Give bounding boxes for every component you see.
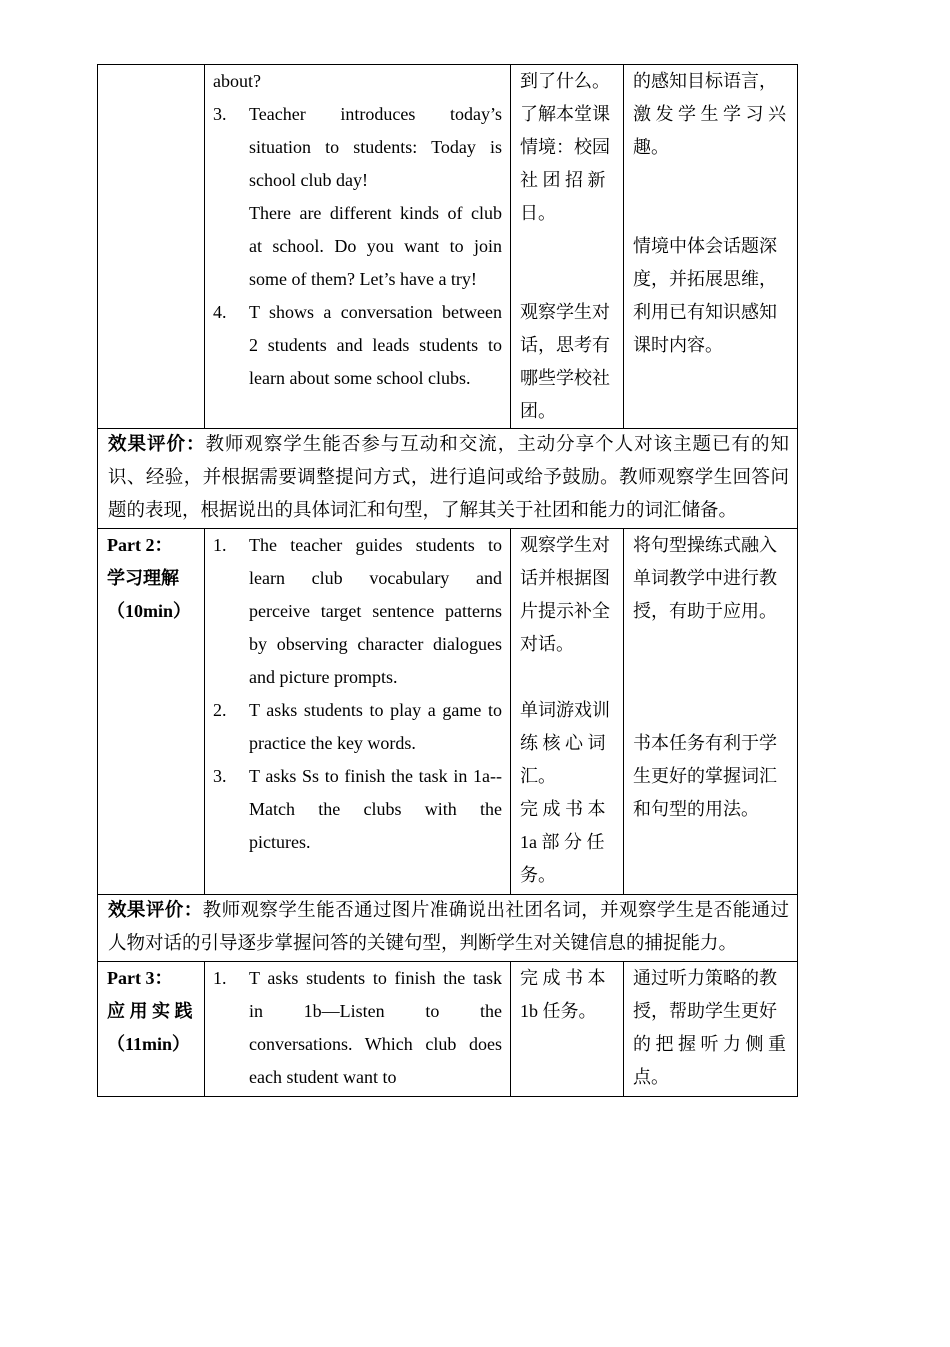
text-line: 汇。 — [520, 766, 556, 786]
evaluation-row-1 — [98, 429, 798, 529]
text-line — [520, 661, 615, 694]
evaluation-text: 教师观察学生能否参与互动和交流，主动分享个人对该主题已有的知识、经验，并根据需要调整提问方式，进行追问或给予鼓励。教师观察学生回答问题的表现，根据说出的具体词汇和句型，了解其关于社团和能力的词汇储备。 — [108, 435, 789, 521]
text-line: 务。 — [520, 865, 556, 885]
step-line: each student want to — [249, 1067, 397, 1087]
teacher-activity-cell — [205, 529, 511, 895]
part3-row — [98, 962, 798, 1097]
text-line — [633, 197, 789, 230]
part-title: 学习理解 — [107, 568, 179, 588]
step-line: T shows a conversation between — [249, 302, 502, 322]
text-line — [633, 628, 789, 661]
student-activity-cell — [511, 65, 624, 429]
design-intent-cell — [624, 962, 798, 1097]
student-activity — [511, 962, 623, 1028]
step-number: 1. — [213, 535, 227, 555]
step-line: perceive target sentence patterns — [249, 601, 502, 621]
step-line: practice the key words. — [249, 733, 416, 753]
text-line: 单词教学中进行教 — [633, 568, 777, 588]
design-intent — [624, 65, 797, 362]
text-line — [633, 661, 789, 694]
step-line: T asks Ss to finish the task in 1a-- — [249, 766, 502, 786]
step-line: some of them? Let’s have a try! — [249, 269, 477, 289]
step-item — [213, 98, 502, 296]
step-line: at school. Do you want to join — [249, 236, 502, 256]
text-line — [633, 694, 789, 727]
step-line: 2 students and leads students to — [249, 335, 502, 355]
text-line: 话，思考有 — [520, 335, 610, 355]
step-line: school club day! — [249, 170, 368, 190]
text-line: 的感知目标语言， — [633, 71, 777, 91]
text-line: 对话。 — [520, 634, 574, 654]
text-line: 情境：校园 — [520, 137, 610, 157]
part-duration: （10min） — [107, 601, 192, 621]
design-intent — [624, 529, 797, 826]
part-duration: （11min） — [107, 1034, 191, 1054]
text-line: 话并根据图 — [520, 568, 610, 588]
text-line: 1a 部 分 任 — [520, 832, 605, 852]
step-line: Match the clubs with the — [249, 799, 502, 819]
step-line: situation to students: Today is — [249, 137, 502, 157]
teacher-activity-cell — [205, 962, 511, 1097]
step-number: 4. — [213, 302, 227, 322]
text-line: 日。 — [520, 203, 556, 223]
text-line: 练 核 心 词 — [520, 733, 606, 753]
step-number: 3. — [213, 104, 227, 124]
text-line: 度，并拓展思维， — [633, 269, 777, 289]
step-line: conversations. Which club does — [249, 1034, 502, 1054]
teacher-activity-cell — [205, 65, 511, 429]
text-line: 到了什么。 — [520, 71, 610, 91]
evaluation-label: 效果评价： — [108, 435, 206, 455]
step-number: 2. — [213, 700, 227, 720]
step-line: in 1b—Listen to the — [249, 1001, 502, 1021]
step-item — [213, 760, 502, 859]
text-line: 和句型的用法。 — [633, 799, 759, 819]
teacher-steps — [205, 65, 510, 395]
student-activity — [511, 529, 623, 892]
step-line: learn club vocabulary and — [249, 568, 502, 588]
step-line: by observing character dialogues — [249, 634, 502, 654]
evaluation-text: 教师观察学生能否通过图片准确说出社团名词，并观察学生是否能通过人物对话的引导逐步掌握问答的关键句型，判断学生对关键信息的捕捉能力。 — [108, 901, 789, 954]
student-activity — [511, 65, 623, 428]
step-line: T asks students to finish the task — [249, 968, 502, 988]
text-line: 激 发 学 生 学 习 兴 — [633, 104, 786, 124]
part-label-cell — [98, 65, 205, 429]
text-line: 生更好的掌握词汇 — [633, 766, 777, 786]
step-line: and picture prompts. — [249, 667, 398, 687]
part-label-cell — [98, 529, 205, 895]
text-line: 情境中体会话题深 — [633, 236, 777, 256]
step-number: 3. — [213, 766, 227, 786]
step-line: about? — [213, 71, 261, 91]
part1-continued-row — [98, 65, 798, 429]
part2-row — [98, 529, 798, 895]
text-line — [520, 263, 615, 296]
part-title: 应 用 实 践 — [107, 1001, 193, 1021]
text-line: 点。 — [633, 1067, 669, 1087]
evaluation-cell — [98, 895, 798, 962]
text-line: 观察学生对 — [520, 535, 610, 555]
text-line: 社 团 招 新 — [520, 170, 606, 190]
step-line: The teacher guides students to — [249, 535, 502, 555]
step-line: T asks students to play a game to — [249, 700, 502, 720]
design-intent-cell — [624, 529, 798, 895]
step-line: learn about some school clubs. — [249, 368, 471, 388]
step-line: There are different kinds of club — [249, 203, 502, 223]
step-item — [213, 962, 502, 1094]
design-intent — [624, 962, 797, 1094]
evaluation-label: 效果评价： — [108, 901, 203, 921]
text-line: 观察学生对 — [520, 302, 610, 322]
text-line — [633, 164, 789, 197]
text-line: 授，帮助学生更好 — [633, 1001, 777, 1021]
text-line: 完 成 书 本 — [520, 968, 606, 988]
text-line: 了解本堂课 — [520, 104, 610, 124]
text-line: 1b 任务。 — [520, 1001, 597, 1021]
text-line: 单词游戏训 — [520, 700, 610, 720]
part-label-cell — [98, 962, 205, 1097]
step-item — [213, 296, 502, 395]
part-number: Part 2： — [107, 535, 173, 555]
lesson-plan-table — [97, 64, 798, 1097]
text-line: 的 把 握 听 力 侧 重 — [633, 1034, 786, 1054]
text-line: 将句型操练式融入 — [633, 535, 777, 555]
teacher-steps — [205, 529, 510, 859]
teacher-steps — [205, 962, 510, 1094]
evaluation-cell — [98, 429, 798, 529]
step-line: pictures. — [249, 832, 311, 852]
student-activity-cell — [511, 529, 624, 895]
text-line: 趣。 — [633, 137, 669, 157]
step-number: 1. — [213, 968, 227, 988]
text-line: 通过听力策略的教 — [633, 968, 777, 988]
step-item — [213, 65, 502, 98]
text-line: 哪些学校社 — [520, 368, 610, 388]
text-line — [520, 230, 615, 263]
text-line: 完 成 书 本 — [520, 799, 606, 819]
text-line: 授，有助于应用。 — [633, 601, 777, 621]
student-activity-cell — [511, 962, 624, 1097]
text-line: 课时内容。 — [633, 335, 723, 355]
part-number: Part 3： — [107, 968, 173, 988]
step-item — [213, 529, 502, 694]
text-line: 团。 — [520, 401, 556, 421]
text-line: 片提示补全 — [520, 601, 610, 621]
step-item — [213, 694, 502, 760]
design-intent-cell — [624, 65, 798, 429]
text-line: 利用已有知识感知 — [633, 302, 777, 322]
step-line: Teacher introduces today’s — [249, 104, 502, 124]
text-line: 书本任务有利于学 — [633, 733, 777, 753]
evaluation-row-2 — [98, 895, 798, 962]
